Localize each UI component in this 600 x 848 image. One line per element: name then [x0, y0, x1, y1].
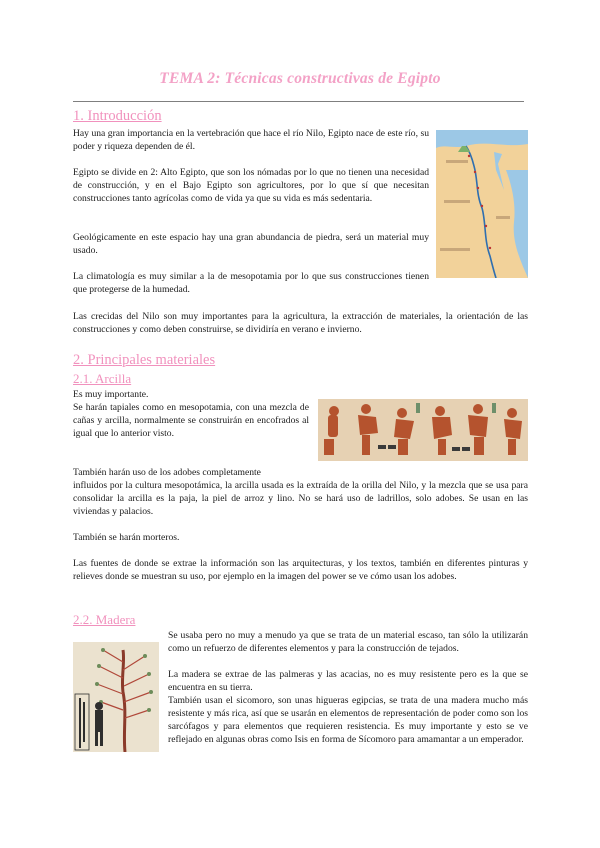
isis-sycamore-drawing: [73, 642, 159, 752]
arcilla-paragraph-5: Las fuentes de donde se extrae la información son las arquitecturas, y los textos, también en diferentes pinturas y relieves donde se muestran su uso, por ejemplo en la imagen del power se ve cómo usan los adobes.: [73, 558, 528, 582]
egypt-map-image: [436, 130, 528, 278]
subsection-heading-arcilla: 2.1. Arcilla: [73, 371, 132, 386]
madera-paragraph-3: También usan el sicomoro, son unas higueras egipcias, se trata de una madera mucho más resistente y más rica, así que se usarán en elementos de representación de poder como son los sarcófagos y para elementos que requieren resistencia. Es muy importante y esto se ve reflejado en algunas obras como Isis en forma de Sícomoro para amamantar a un emperador.: [168, 695, 528, 745]
intro-paragraph-4: La climatología es muy similar a la de mesopotamia por lo que sus construcciones tienen que protegerse de la humedad.: [73, 271, 429, 295]
intro-paragraph-5: Las crecidas del Nilo son muy importantes para la agricultura, la extracción de materiales, la orientación de las construcciones y como deben construirse, se dividiría en verano e invierno.: [73, 311, 528, 335]
adobe-relief-drawing: [318, 399, 528, 461]
egypt-map-drawing: [436, 130, 528, 278]
title-divider: [73, 101, 524, 102]
intro-paragraph-3: Geológicamente en este espacio hay una gran abundancia de piedra, será un material muy usado.: [73, 232, 429, 256]
arcilla-paragraph-4: También se harán morteros.: [73, 532, 180, 543]
adobe-making-relief-image: [318, 399, 528, 461]
section-heading-introduccion: 1. Introducción: [73, 108, 162, 124]
section-heading-materiales: 2. Principales materiales: [73, 352, 216, 368]
intro-paragraph-1: Hay una gran importancia en la vertebración que hace el río Nilo, Egipto nace de este río, su poder y riqueza dependen de él.: [73, 128, 429, 152]
arcilla-paragraph-3: influidos por la cultura mesopotámica, la arcilla usada es la extraída de la orilla del Nilo, y la mezcla que se usa para consolidar la arcilla es la paja, la piel de arroz y lino. No se hará uso de ladrillos, solo adobes. Se usan en las viviendas y palacios.: [73, 480, 528, 517]
arcilla-paragraph-1: Es muy importante.: [73, 389, 149, 400]
madera-paragraph-1: Se usaba pero no muy a menudo ya que se trata de un material escaso, tan sólo la utilizarán como un refuerzo de diferentes elementos y para la construcción de tejados.: [168, 630, 528, 654]
arcilla-paragraph-3-line1: También harán uso de los adobes completamente: [73, 467, 261, 478]
subsection-heading-madera: 2.2. Madera: [73, 612, 136, 627]
intro-paragraph-2: Egipto se divide en 2: Alto Egipto, que son los nómadas por lo que no tienen una necesidad de construcción, y en el Bajo Egipto son agricultores, por lo que sí que necesitan construcciones tanto agrícolas como de vida ya que su vida es más sedentaria.: [73, 167, 429, 204]
page-title: TEMA 2: Técnicas constructivas de Egipto: [159, 70, 441, 87]
isis-sycamore-image: [73, 642, 159, 752]
arcilla-paragraph-2: Se harán tapiales como en mesopotamia, con una mezcla de cañas y arcilla, normalmente se construirán en encofrados al igual que lo anterior visto.: [73, 402, 309, 439]
madera-paragraph-2: La madera se extrae de las palmeras y las acacias, no es muy resistente pero es la que se encuentra en su tierra.: [168, 669, 528, 693]
